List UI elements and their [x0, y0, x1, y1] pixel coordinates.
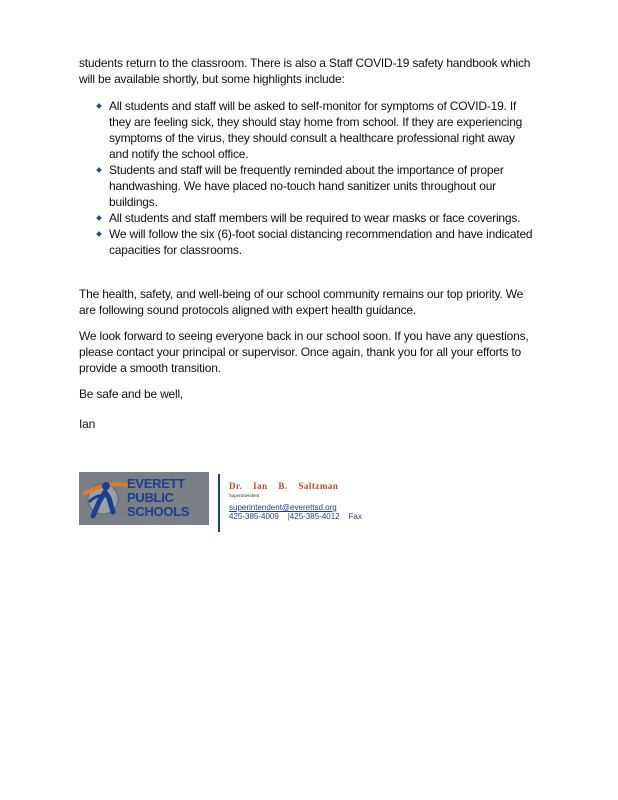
list-item-text: All students and staff will be asked to self-monitor for symptoms of COVID-19. If they are feeling sick, they should stay home from school. If they are experiencing symptoms of the virus, they should consult a healthcare professional right away and notify the school office.	[109, 99, 523, 161]
list-item-text: Students and staff will be frequently reminded about the importance of proper handwashing. We have placed no-touch hand sanitizer units throughout our buildings.	[109, 163, 504, 209]
closing-paragraph: We look forward to seeing everyone back in our school soon. If you have any questions, please contact your principal or supervisor. Once again, thank you for all your efforts to provide a smooth transition.	[79, 329, 529, 375]
bullet-icon	[96, 103, 102, 109]
signer-name: Ian	[79, 417, 96, 431]
signature-email-link[interactable]: superintendent@everettsd.org	[229, 503, 337, 512]
highlights-list	[97, 98, 537, 258]
list-item	[97, 98, 537, 162]
list-item	[97, 226, 537, 258]
signature-name: Dr. Ian B. Saltzman	[229, 481, 339, 491]
list-item-text: We will follow the six (6)-foot social distancing recommendation and have indicated capacities for classrooms.	[109, 227, 533, 257]
list-item	[97, 210, 537, 226]
sign-off: Be safe and be well,	[79, 387, 184, 401]
priority-paragraph: The health, safety, and well-being of our school community remains our top priority. We are following sound protocols aligned with expert health guidance.	[79, 287, 524, 317]
district-logo	[79, 472, 209, 525]
bullet-icon	[96, 167, 102, 173]
intro-paragraph: students return to the classroom. There is also a Staff COVID-19 safety handbook which will be available shortly, but some highlights include:	[79, 56, 531, 86]
signature-title: Superintendent	[229, 494, 260, 499]
signature-phone: 425-385-4009 |425-385-4012 Fax	[229, 512, 362, 521]
bullet-icon	[96, 215, 102, 221]
list-item	[97, 162, 537, 210]
list-item-text: All students and staff members will be required to wear masks or face coverings.	[109, 211, 521, 225]
logo-text: EVERETT PUBLIC SCHOOLS	[127, 476, 190, 519]
bullet-icon	[96, 231, 102, 237]
signature-divider	[218, 474, 220, 532]
